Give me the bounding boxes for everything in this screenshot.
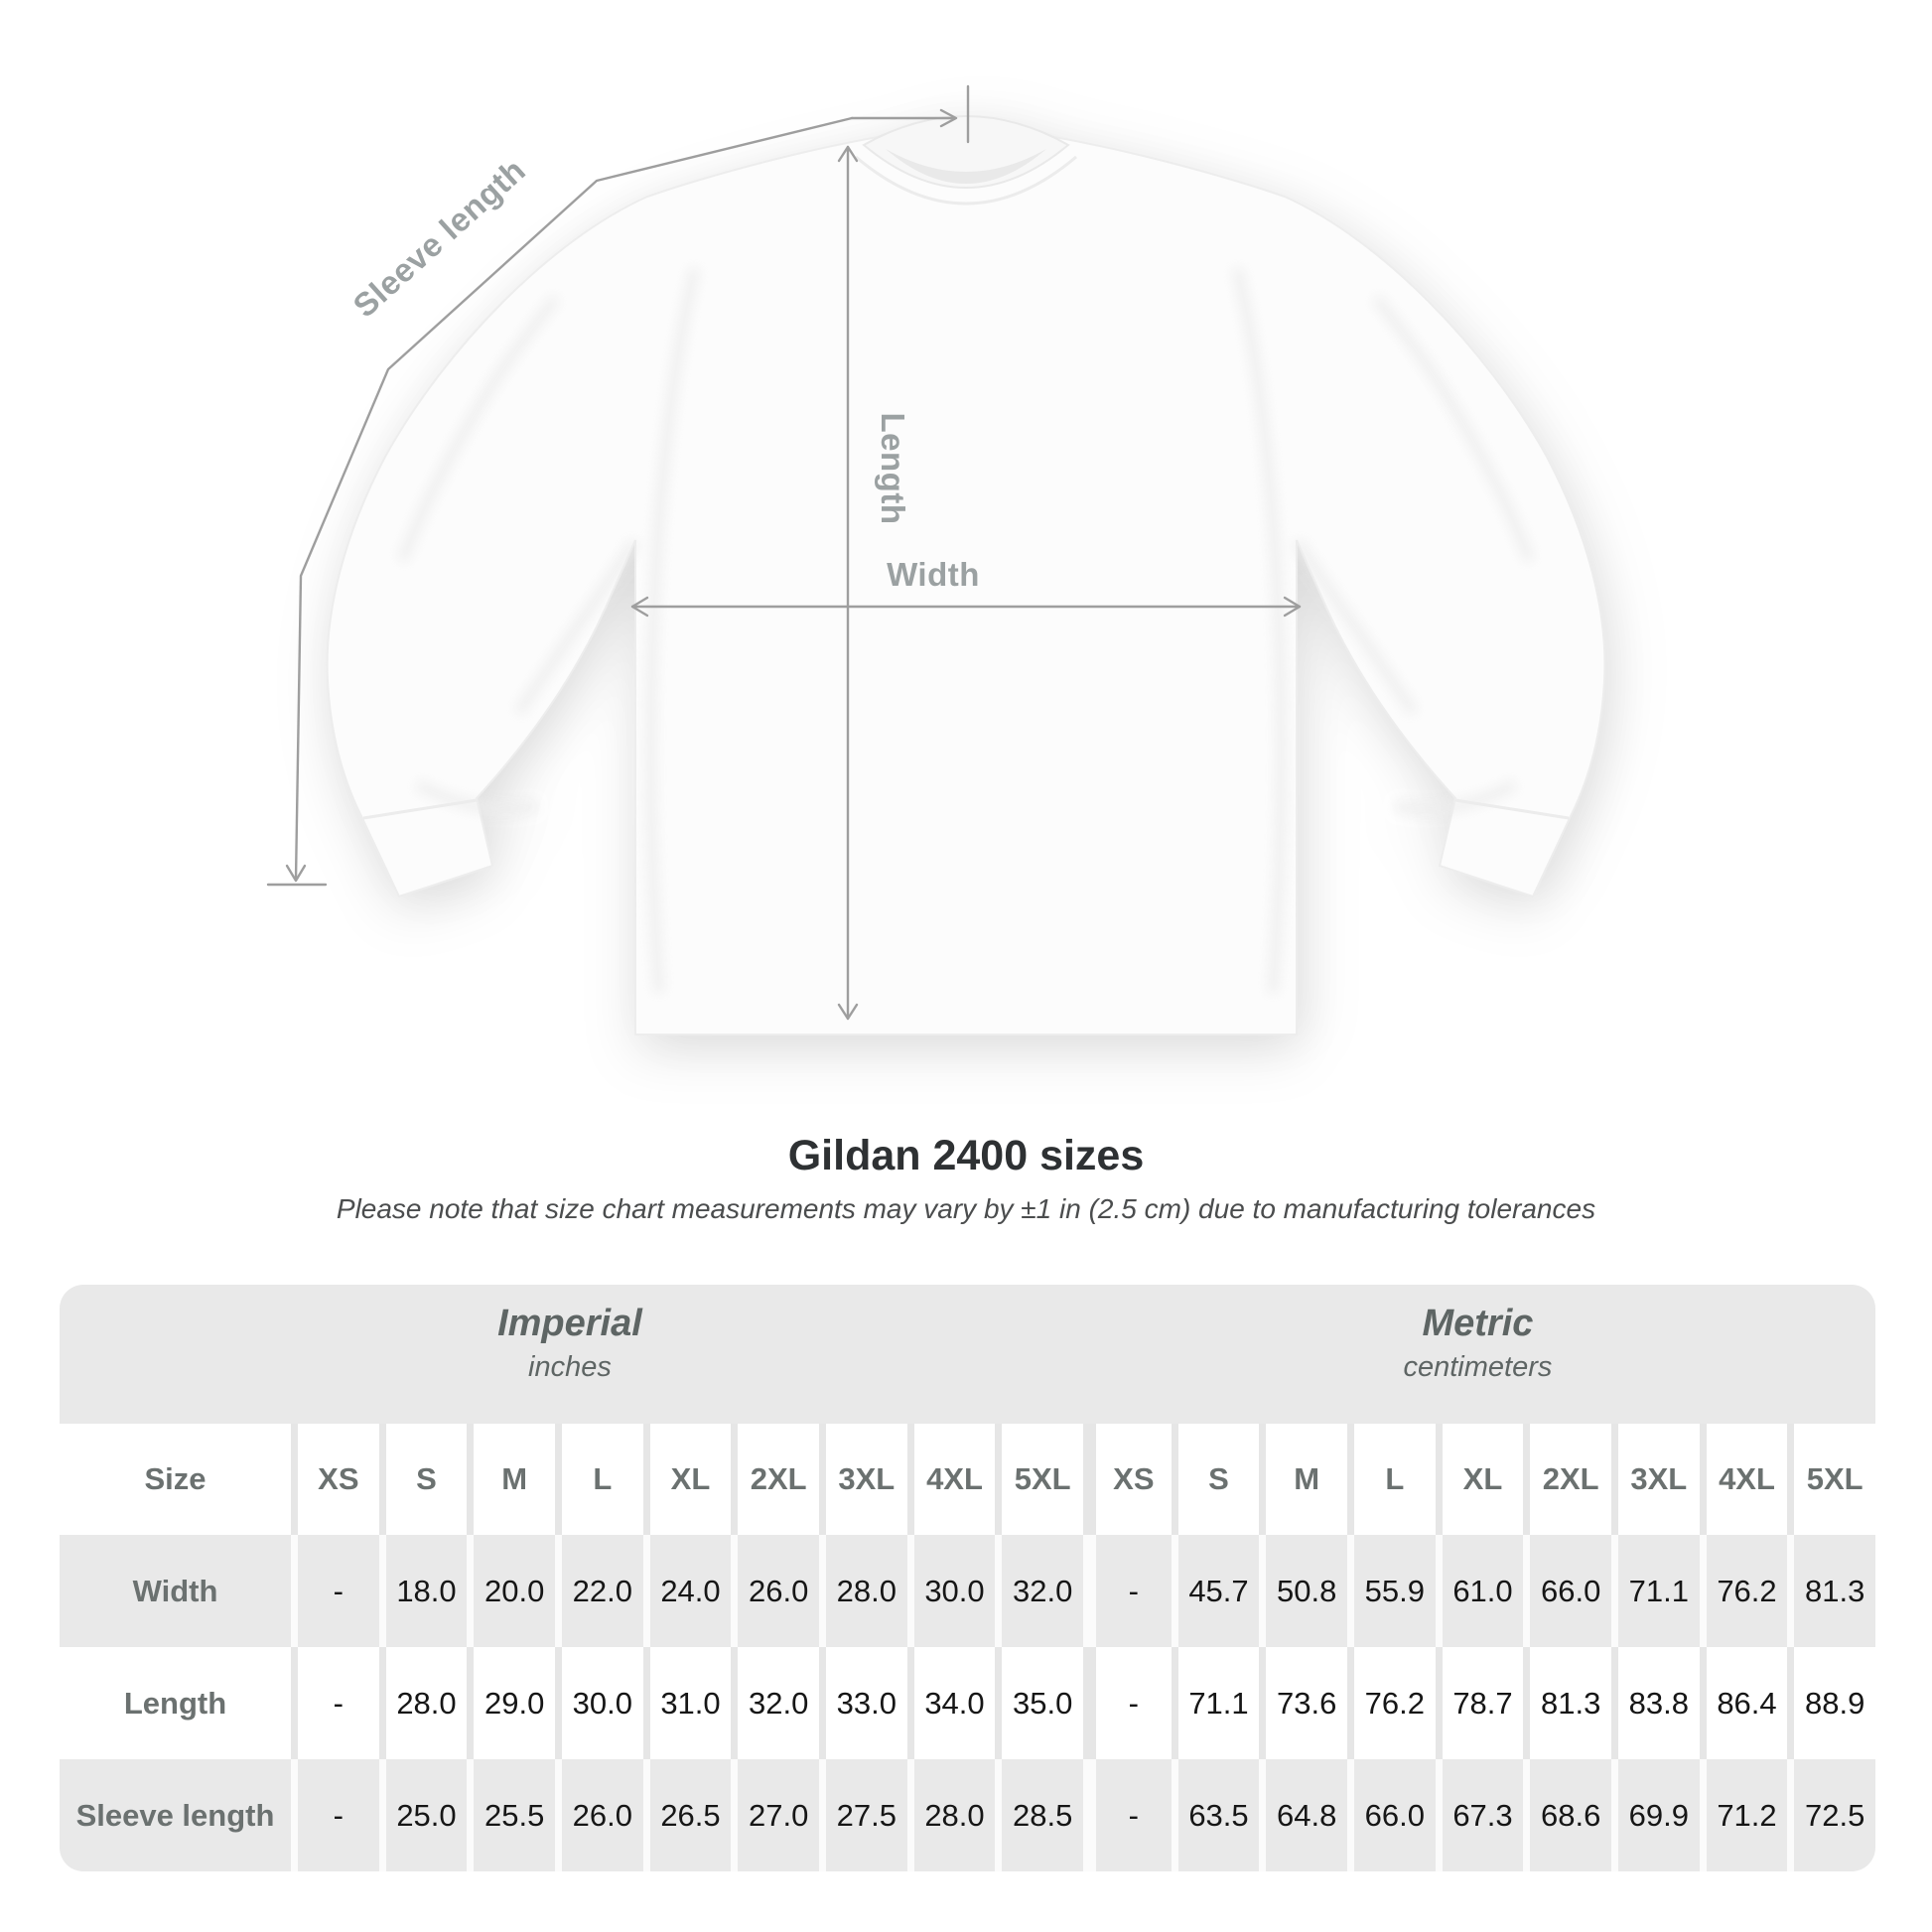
table-cell: - [333, 1685, 344, 1721]
table-cell: 50.8 [1276, 1573, 1337, 1608]
table-section-metric [1080, 1285, 1875, 1424]
size-header-cell: XS [318, 1461, 359, 1496]
table-cell: 69.9 [1628, 1797, 1689, 1833]
table-cell: 27.0 [748, 1797, 809, 1833]
table-cell: 26.0 [748, 1573, 809, 1608]
table-cell: 68.6 [1540, 1797, 1601, 1833]
table-cell: - [1128, 1797, 1139, 1833]
size-header-cell: 2XL [1542, 1461, 1599, 1496]
size-header-cell: XL [1462, 1461, 1503, 1496]
table-cell: 24.0 [660, 1573, 721, 1608]
size-header-cell: 3XL [1630, 1461, 1688, 1496]
table-cell: 32.0 [1012, 1573, 1073, 1608]
table-cell: 32.0 [748, 1685, 809, 1721]
table-cell: 83.8 [1628, 1685, 1689, 1721]
table-cell: 25.5 [483, 1797, 545, 1833]
table-cell: 55.9 [1364, 1573, 1425, 1608]
table-cell: 26.0 [572, 1797, 632, 1833]
width-label: Width [887, 556, 980, 593]
table-cell: 78.7 [1452, 1685, 1513, 1721]
size-header-cell: 5XL [1014, 1461, 1071, 1496]
row-label-width: Width [132, 1573, 218, 1608]
table-section-imperial [60, 1285, 1080, 1424]
size-header-cell: 4XL [1719, 1461, 1775, 1496]
table-cell: 67.3 [1452, 1797, 1513, 1833]
table-cell: 66.0 [1364, 1797, 1425, 1833]
row-label-length: Length [123, 1685, 227, 1721]
table-cell: 72.5 [1804, 1797, 1865, 1833]
size-header-cell: XS [1113, 1461, 1155, 1496]
table-cell: 33.0 [836, 1685, 897, 1721]
table-cell: 66.0 [1540, 1573, 1601, 1608]
table-cell: 25.0 [396, 1797, 457, 1833]
table-cell: 88.9 [1804, 1685, 1865, 1721]
size-header-cell: S [1208, 1461, 1229, 1496]
size-header-cell: M [1294, 1461, 1320, 1496]
tolerance-note: Please note that size chart measurements may vary by ±1 in (2.5 cm) due to manufacturing tolerances [336, 1193, 1596, 1224]
table-cell: 31.0 [660, 1685, 721, 1721]
size-header-cell: S [416, 1461, 437, 1496]
size-header-cell: 3XL [838, 1461, 896, 1496]
table-cell: 28.0 [836, 1573, 897, 1608]
table-cell: 76.2 [1717, 1573, 1777, 1608]
table-cell: - [1128, 1685, 1139, 1721]
size-header-cell: XL [670, 1461, 711, 1496]
width-row [60, 1535, 1875, 1647]
table-cell: 26.5 [660, 1797, 721, 1833]
size-header-cell: 2XL [750, 1461, 807, 1496]
table-cell: - [333, 1797, 344, 1833]
table-cell: 45.7 [1188, 1573, 1249, 1608]
table-cell: 30.0 [572, 1685, 632, 1721]
size-header-cell: M [501, 1461, 528, 1496]
sleeve-length-label: Sleeve length [345, 151, 533, 325]
table-cell: 64.8 [1276, 1797, 1337, 1833]
metric-section-unit: centimeters [1403, 1350, 1553, 1383]
size-header-cell: L [1385, 1461, 1405, 1496]
table-cell: 28.0 [396, 1685, 457, 1721]
table-cell: 81.3 [1540, 1685, 1601, 1721]
table-cell: 18.0 [396, 1573, 457, 1608]
size-header-cell: L [593, 1461, 613, 1496]
table-cell: 30.0 [924, 1573, 985, 1608]
table-cell: 71.1 [1188, 1685, 1249, 1721]
table-cell: - [1128, 1573, 1139, 1608]
table-cell: 34.0 [924, 1685, 985, 1721]
page-title: Gildan 2400 sizes [787, 1132, 1145, 1179]
table-cell: 29.0 [483, 1685, 545, 1721]
row-label-sleeve-length: Sleeve length [75, 1797, 275, 1833]
table-cell: 28.5 [1012, 1797, 1073, 1833]
length-label: Length [875, 412, 911, 525]
table-cell: 35.0 [1012, 1685, 1073, 1721]
length-row [60, 1647, 1875, 1759]
size-table [60, 1285, 1875, 1871]
table-cell: 28.0 [924, 1797, 985, 1833]
imperial-section-title: Imperial [497, 1303, 642, 1344]
size-header-cell: 4XL [926, 1461, 983, 1496]
table-cell: 71.1 [1628, 1573, 1689, 1608]
size-header-cell: 5XL [1806, 1461, 1863, 1496]
table-cell: 71.2 [1717, 1797, 1777, 1833]
table-cell: 20.0 [483, 1573, 545, 1608]
table-cell: 76.2 [1364, 1685, 1425, 1721]
size-corner-header: Size [144, 1461, 207, 1496]
unit-section-band [60, 1285, 1875, 1424]
table-cell: - [333, 1573, 344, 1608]
size-header-row [60, 1424, 1875, 1535]
table-cell: 22.0 [572, 1573, 632, 1608]
table-cell: 73.6 [1276, 1685, 1337, 1721]
table-cell: 81.3 [1804, 1573, 1865, 1608]
table-cell: 86.4 [1717, 1685, 1777, 1721]
imperial-section-unit: inches [528, 1350, 612, 1383]
table-cell: 63.5 [1188, 1797, 1249, 1833]
sleeve-length-row [60, 1759, 1875, 1871]
table-cell: 27.5 [836, 1797, 897, 1833]
metric-section-title: Metric [1422, 1303, 1534, 1344]
table-cell: 61.0 [1452, 1573, 1513, 1608]
